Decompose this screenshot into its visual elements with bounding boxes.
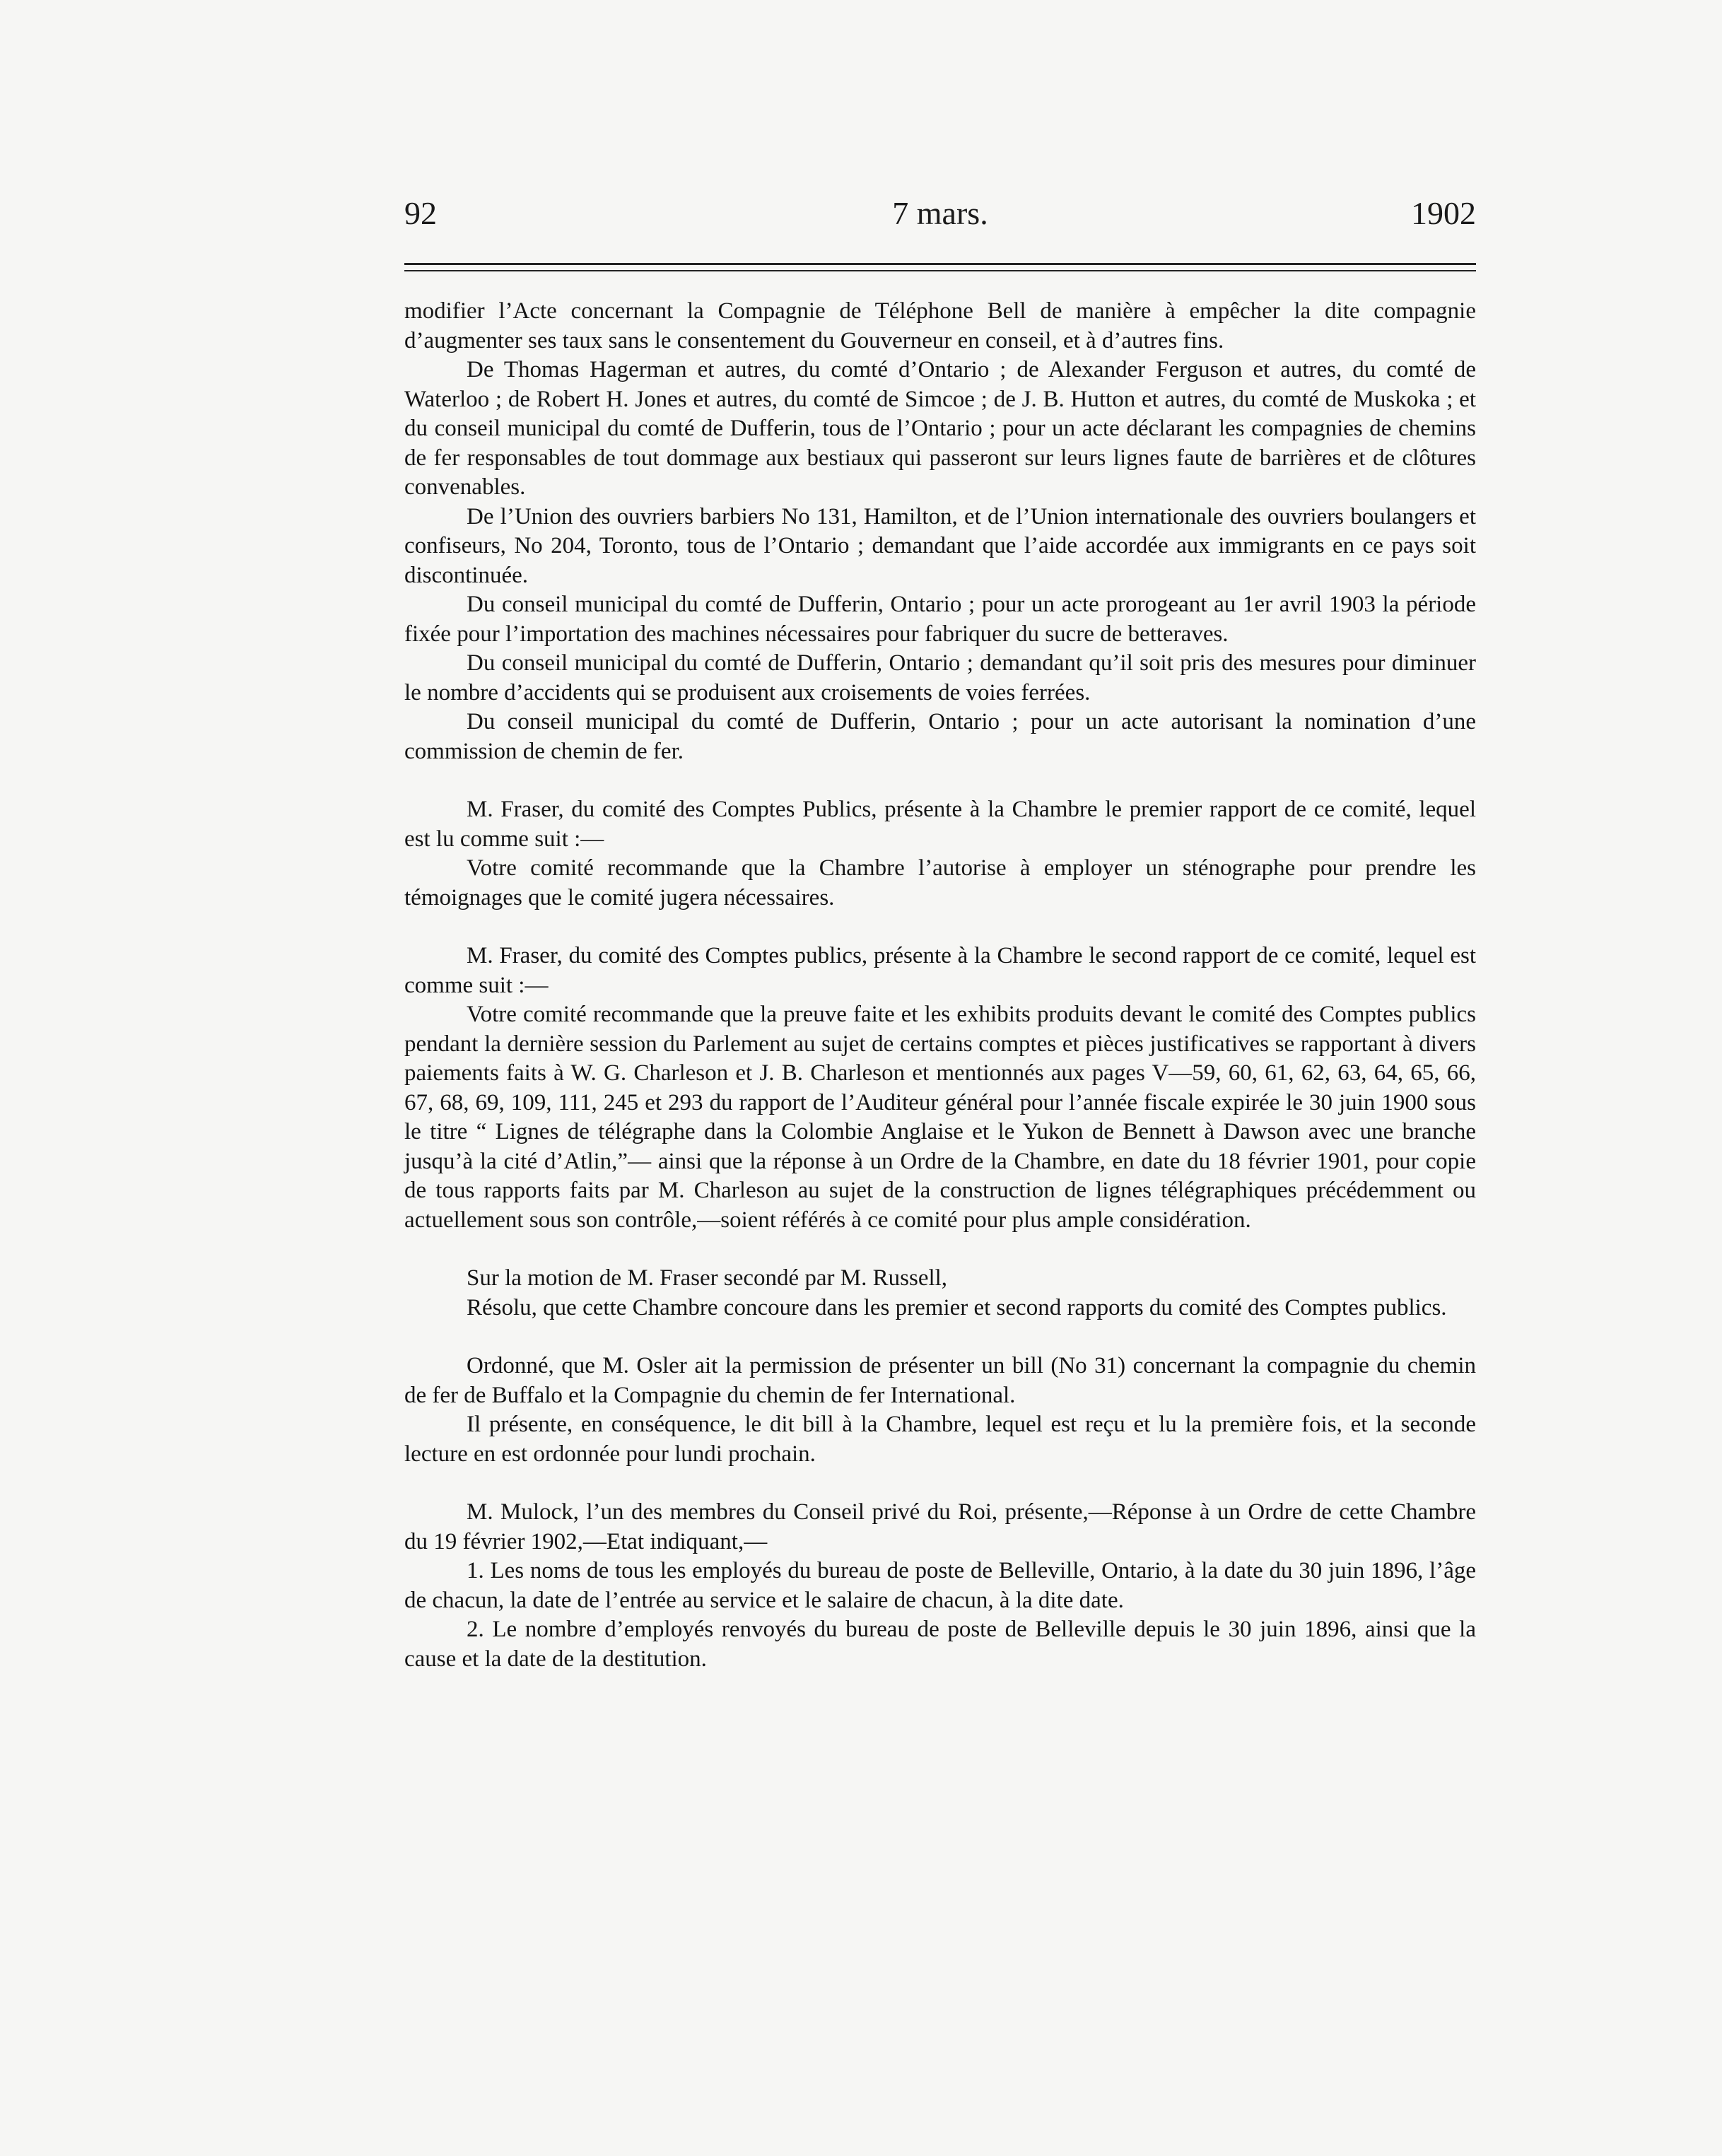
paragraph: Sur la motion de M. Fraser secondé par M. Russell, [467,1265,948,1291]
paragraph: M. Fraser, du comité des Comptes Publics, présente à la Chambre le premier rapport de ce comité, lequel est lu comme suit :— [404,797,1476,852]
paragraph: Ordonné, que M. Osler ait la permission de présenter un bill (No 31) concernant la compagnie du chemin de fer de Buffalo et la Compagnie du chemin de fer International. [404,1353,1476,1408]
page-date: 7 mars. [892,195,988,231]
paragraph: Il présente, en conséquence, le dit bill à la Chambre, lequel est reçu et lu la première fois, et la seconde lecture en est ordonnée pour lundi prochain. [404,1412,1476,1467]
paragraph: M. Mulock, l’un des membres du Conseil privé du Roi, présente,—Réponse à un Ordre de cette Chambre du 19 février 1902,—Etat indiquant,— [404,1499,1476,1554]
paragraph: Votre comité recommande que la preuve faite et les exhibits produits devant le comité des Comptes publics pendant la dernière session du Parlement au sujet de certains comptes et pièces justificatives se rapportant à divers paiements faits à W. G. Charleson et J. B. Charleson et mentionnés aux pages V—59, 60, 61, 62, 63, 64, 65, 66, 67, 68, 69, 109, 111, 245 et 293 du rapport de l’Auditeur général pour l’année fiscale expirée le 30 juin 1900 sous le titre “ Lignes de télégraphe dans la Colombie Anglaise et le Yukon de Bennett à Dawson avec une branche jusqu’à la cité d’Atlin,”— ainsi que la réponse à un Ordre de la Chambre, en date du 18 février 1901, pour copie de tous rapports faits par M. Charleson au sujet de la construction de lignes télégraphiques précédemment ou actuellement sous son contrôle,—soient référés à ce comité pour plus ample considération. [404,1002,1476,1233]
page-header [404,194,1476,237]
page-number: 92 [404,195,437,231]
page-year: 1902 [1411,195,1476,231]
paragraph: Votre comité recommande que la Chambre l’autorise à employer un sténographe pour prendre les témoignages que le comité jugera nécessaires. [404,855,1476,910]
header-rule-bottom [404,270,1476,271]
paragraph: 2. Le nombre d’employés renvoyés du bureau de poste de Belleville depuis le 30 juin 1896, ainsi que la cause et la date de la destitution. [404,1617,1476,1672]
document-body [404,297,1476,1674]
paragraph: 1. Les noms de tous les employés du bureau de poste de Belleville, Ontario, à la date du 30 juin 1896, l’âge de chacun, la date de l’entrée au service et le salaire de chacun, à la dite date. [404,1558,1476,1613]
header-rule-top [404,263,1476,265]
paragraph: Du conseil municipal du comté de Dufferin, Ontario ; demandant qu’il soit pris des mesures pour diminuer le nombre d’accidents qui se produisent aux croisements de voies ferrées. [404,650,1476,705]
paragraph: Du conseil municipal du comté de Dufferin, Ontario ; pour un acte autorisant la nomination d’une commission de chemin de fer. [404,709,1476,764]
paragraph: De Thomas Hagerman et autres, du comté d’Ontario ; de Alexander Ferguson et autres, du comté de Waterloo ; de Robert H. Jones et autres, du comté de Simcoe ; de J. B. Hutton et autres, du comté de Muskoka ; et du conseil municipal du comté de Dufferin, tous de l’Ontario ; pour un acte déclarant les compagnies de chemins de fer responsables de tout dommage aux bestiaux qui passeront sur leurs lignes faute de barrières et de clôtures convenables. [404,357,1476,500]
paragraph: M. Fraser, du comité des Comptes publics, présente à la Chambre le second rapport de ce comité, lequel est comme suit :— [404,943,1476,998]
paragraph: Résolu, que cette Chambre concoure dans les premier et second rapports du comité des Comptes publics. [467,1294,1447,1320]
paragraph: modifier l’Acte concernant la Compagnie de Téléphone Bell de manière à empêcher la dite compagnie d’augmenter ses taux sans le consentement du Gouverneur en conseil, et à d’autres fins. [404,298,1476,353]
paragraph: De l’Union des ouvriers barbiers No 131, Hamilton, et de l’Union internationale des ouvriers boulangers et confiseurs, No 204, Toronto, tous de l’Ontario ; demandant que l’aide accordée aux immigrants en ce pays soit discontinuée. [404,503,1476,588]
paragraph: Du conseil municipal du comté de Dufferin, Ontario ; pour un acte prorogeant au 1er avril 1903 la période fixée pour l’importation des machines nécessaires pour fabriquer du sucre de betteraves. [404,592,1476,647]
